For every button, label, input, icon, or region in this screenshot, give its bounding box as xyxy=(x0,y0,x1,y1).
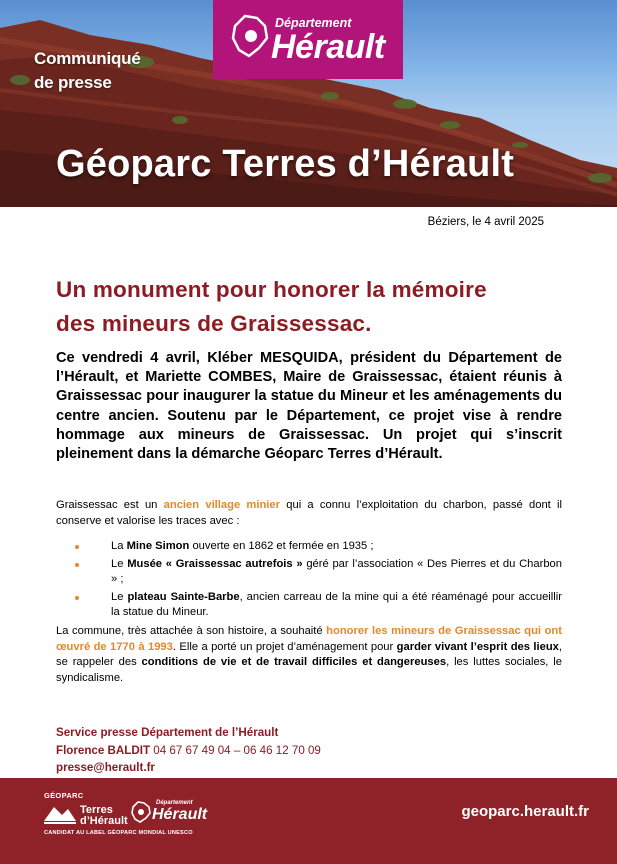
contact-email-link[interactable]: presse@herault.fr xyxy=(56,761,155,774)
text-run: géré par l’association « Des Pierres et du Charbon » ; xyxy=(111,557,562,586)
contact-name: Florence BALDIT xyxy=(56,743,151,757)
list-item xyxy=(75,590,562,621)
header-banner xyxy=(0,0,617,207)
lead-paragraph: Ce vendredi 4 avril, Kléber MESQUIDA, président du Département de l’Hérault, et Mariette COMBES, Maire de Graissessac, étaient réunis à Graissessac pour inaugurer la statue du Mineur et les aménagements du centre ancien. Soutenu par le Département, ce projet vise à rendre hommage aux mineurs de Graissessac. Un projet qui s’inscrit pleinement dans la démarche Géoparc Terres d’Hérault. xyxy=(56,350,562,463)
departement-herault-logo xyxy=(213,0,403,79)
press-label-line1: Communiqué xyxy=(34,49,141,68)
bold-text: Musée « Graissessac autrefois » xyxy=(127,557,303,570)
website-link[interactable]: geoparc.herault.fr xyxy=(461,803,589,820)
footer-logo-line1: Département xyxy=(156,800,193,806)
highlight-text: ancien village minier xyxy=(163,499,280,511)
press-service-label: Service presse Département de l’Hérault xyxy=(56,726,279,739)
bullet-dot-icon xyxy=(75,545,79,549)
footer xyxy=(0,778,617,864)
unesco-candidate-caption: CANDIDAT AU LABEL GÉOPARC MONDIAL UNESCO xyxy=(44,830,193,836)
bold-text: plateau Sainte-Barbe xyxy=(127,590,240,603)
text-run: La xyxy=(111,540,127,552)
list-item xyxy=(75,539,562,555)
bold-text: conditions de vie et de travail difficiles et dangereuses xyxy=(141,656,447,669)
text-run: Le xyxy=(111,590,128,603)
press-contact xyxy=(56,724,321,777)
geoparc-name xyxy=(80,805,128,827)
highlight-text: honorer les mineurs de Graissessac qui ont œuvré de 1770 à 1993 xyxy=(56,625,562,653)
geoparc-line2: d’Hérault xyxy=(80,815,128,827)
text-run: Le xyxy=(111,557,128,570)
text-run: qui a connu l’exploitation du charbon, passé dont il conserve et valorise les traces avec : xyxy=(56,499,562,527)
contact-phones: 04 67 67 49 04 – 06 46 12 70 09 xyxy=(150,743,321,757)
text-run: ouverte en 1862 et fermée en 1935 ; xyxy=(189,540,374,552)
headline-line1: Un monument pour honorer la mémoire xyxy=(56,277,487,302)
bullet-dot-icon xyxy=(75,563,79,567)
logo-line1: Département xyxy=(275,16,352,30)
headline-line2: des mineurs de Graissessac. xyxy=(56,311,372,336)
list-item xyxy=(75,557,562,588)
geoparc-strata-icon xyxy=(44,801,76,825)
text-run: La commune, très attachée à son histoire, a souhaité xyxy=(56,625,327,637)
headline xyxy=(56,273,566,341)
text-run: , se rappeler des xyxy=(56,640,562,669)
bullet-dot-icon xyxy=(75,596,79,600)
press-label-line2: de presse xyxy=(34,73,112,92)
text-run: Graissessac est un xyxy=(56,499,164,511)
footer-logo-line2: Hérault xyxy=(152,806,208,823)
bold-text: garder vivant l’esprit des lieux xyxy=(396,640,559,653)
geoparc-line1: Terres xyxy=(80,804,113,816)
intro-paragraph xyxy=(56,498,562,529)
text-run: . Elle a porté un projet d’aménagement pour xyxy=(172,640,397,653)
herault-map-icon xyxy=(229,12,271,60)
text-run: , ancien carreau de la mine qui a été réaménagé pour accueillir la statue du Mineur. xyxy=(111,590,562,619)
bullet-list xyxy=(75,539,562,623)
history-paragraph xyxy=(56,624,562,686)
bold-text: Mine Simon xyxy=(126,540,190,552)
date-line: Béziers, le 4 avril 2025 xyxy=(427,216,544,228)
geoparc-small-label: GÉOPARC xyxy=(44,791,84,800)
logo-line2: Hérault xyxy=(271,28,385,66)
press-release-label xyxy=(34,47,141,95)
banner-title: Géoparc Terres d’Hérault xyxy=(56,143,515,185)
text-run: , les luttes sociales, le syndicalisme. xyxy=(56,656,562,684)
contact-person xyxy=(56,742,321,760)
herault-map-icon xyxy=(130,800,152,824)
